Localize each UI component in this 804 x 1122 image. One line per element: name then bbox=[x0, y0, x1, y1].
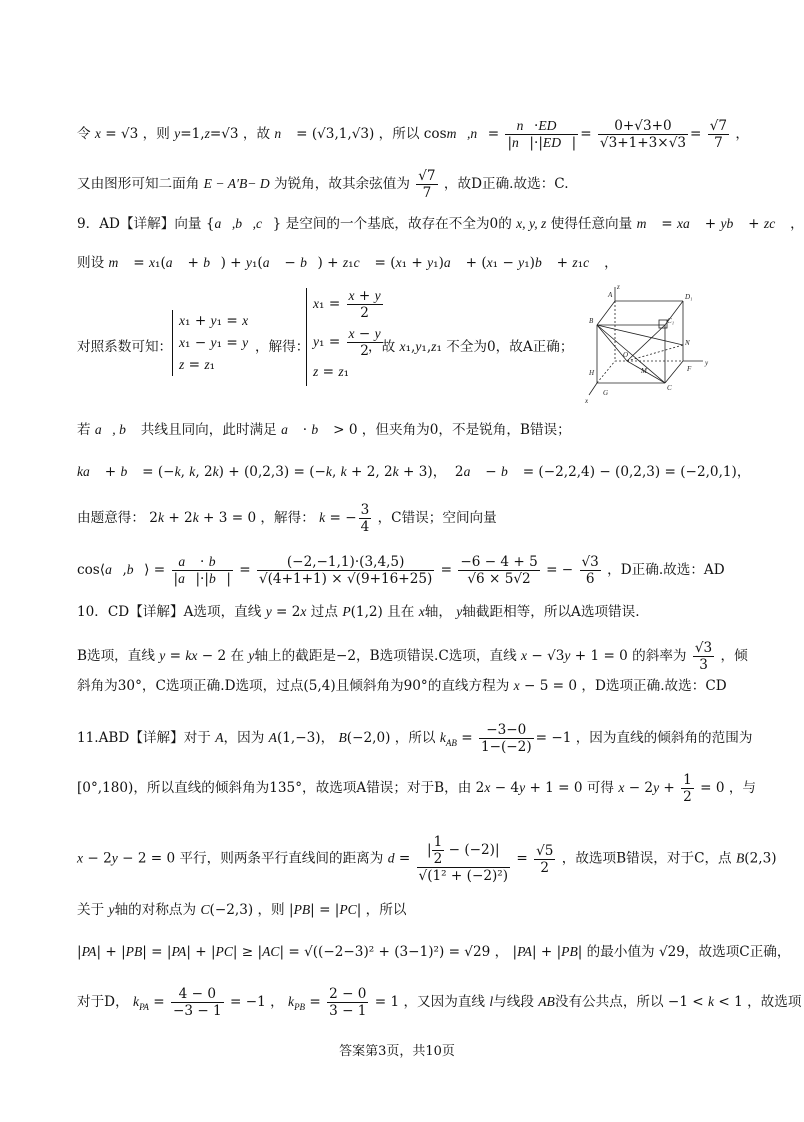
svg-text:z: z bbox=[617, 283, 620, 291]
text: ，D正确.故选：AD bbox=[607, 562, 725, 578]
q9-vector-line: ka⃗ + b⃗ = (−k, k, 2k) + (0,2,3) = (−k, k + 2, 2k + 3)， 2a⃗ − b⃗ = (−2,2,4) − (0,2,3) = (−2,0,1)， bbox=[77, 464, 751, 480]
q10-line-1: 10．CD【详解】A选项，直线 y = 2x 过点 P(1,2) 且在 x轴， y轴截距相等，所以A选项错误. bbox=[77, 604, 640, 620]
svg-text:O: O bbox=[623, 351, 629, 359]
cube-figure bbox=[583, 283, 711, 405]
text-line-1: 令 x = √3 ，则 y=1,z=√3 ，故 n⃗ = (√3,1,√3) ，所以 cosm⃗,n⃗= $\frac{n⃗\cdot ED⃗}{|n⃗|\cdot|ED⃗|}$ = $\frac{0+√3+0}{√3+1+3\times√3}$ = $\frac{√7}{7}$ ， bbox=[77, 118, 749, 151]
q9-line-b: 若 a⃗, b⃗ 共线且同向，此时满足 a⃗ · b⃗ > 0 ，但夹角为0，不是锐角，B错误； bbox=[77, 422, 571, 438]
text: ，又因为直线 bbox=[403, 994, 486, 1010]
q11-line-2: [0°,180)，所以直线的倾斜角为135°，故选项A错误；对于B，由 2x − 4y + 1 = 0 可得 x − 2y + $\frac{1}{2}$ = 0 ，与 bbox=[77, 772, 757, 805]
text: 对照系数可知： bbox=[77, 339, 173, 355]
system-equations-2: x₁ = $\frac{x + y}{2}$ y₁ = $\frac{x - y}{2}$ z = z₁ bbox=[306, 288, 385, 386]
svg-text:H: H bbox=[589, 369, 595, 377]
text: 由题意得： bbox=[77, 510, 145, 526]
text: ，C错误；空间向量 bbox=[377, 510, 497, 526]
text: 使得任意向量 bbox=[550, 216, 633, 232]
system-equations-1: x₁ + y₁ = x x₁ − y₁ = y z = z₁ bbox=[172, 310, 248, 376]
page-footer: 答案第3页，共10页 bbox=[339, 1044, 455, 1059]
text: ， bbox=[494, 944, 509, 960]
q9-conclusion: ，故 x₁,y₁,z₁ 不全为0，故A正确； bbox=[368, 339, 574, 355]
text: 的最小值为 bbox=[586, 944, 655, 960]
text: 轴截距相等，所以A选项错误. bbox=[462, 604, 640, 620]
text: 轴的对称点为 bbox=[114, 902, 197, 918]
svg-text:M: M bbox=[641, 367, 647, 375]
svg-text:x: x bbox=[585, 397, 589, 405]
text: 轴， bbox=[424, 604, 452, 620]
text: 没有公共点，所以 bbox=[554, 994, 664, 1010]
svg-text:A: A bbox=[608, 291, 613, 299]
text: ，故选项C正确， bbox=[684, 944, 791, 960]
text: ，D选项正确.故选：CD bbox=[581, 678, 727, 694]
text: ，所以 bbox=[378, 126, 420, 142]
text: 共线且同向，此时满足 bbox=[140, 422, 277, 438]
text: 轴上的截距是−2，B选项错误.C选项，直线 bbox=[254, 648, 517, 664]
text: ，则 bbox=[142, 126, 170, 142]
text: 与线段 bbox=[493, 994, 534, 1010]
text: 平行，则两条平行直线间的距离为 bbox=[179, 850, 384, 867]
text: ， bbox=[790, 216, 804, 232]
q11-line-4: 关于 y轴的对称点为 C(−2,3) ，则 |PB| = |PC| ，所以 bbox=[77, 902, 407, 918]
text: 对于D， bbox=[77, 994, 129, 1010]
svg-text:y: y bbox=[705, 359, 709, 367]
text: ，所以 bbox=[365, 902, 407, 918]
text: ，因为 bbox=[223, 730, 265, 746]
text: B选项，直线 bbox=[77, 648, 155, 664]
text: 10．CD【详解】A选项，直线 bbox=[77, 604, 262, 620]
text: 且在 bbox=[387, 604, 415, 620]
text: 11.ABD【详解】对于 bbox=[77, 730, 211, 746]
q11-line-1: 11.ABD【详解】对于 A，因为 A(1,−3)， B(−2,0) ，所以 $k_{AB}$ = $\frac{-3-0}{1-(-2)}$ = −1 ，因为直线的倾斜角的范围为 bbox=[77, 722, 753, 755]
text: ，故 bbox=[368, 339, 396, 355]
text: ，故 bbox=[242, 126, 271, 142]
text: 又由图形可知二面角 bbox=[77, 176, 200, 192]
text: ，故D正确.故选：C. bbox=[443, 176, 569, 192]
svg-text:N: N bbox=[685, 339, 690, 347]
text: 的斜率为 bbox=[632, 648, 687, 664]
svg-text:D₁: D₁ bbox=[685, 293, 693, 301]
q11-line-3: x − 2y − 2 = 0 平行，则两条平行直线间的距离为 d = | $\frac{1}{2}$ − (−2)| √(1² + (−2)²) = $\frac{√5}{2}$ ，故选项B错误，对于C，点 B(2,3) bbox=[77, 834, 777, 884]
text: ，所以 bbox=[394, 730, 436, 746]
text: ，故选项B错误，对于C，点 bbox=[561, 850, 732, 867]
text: ，解得： bbox=[255, 339, 310, 355]
q9-line-1: 9．AD【详解】向量 {a⃗,b⃗,c⃗} 是空间的一个基底，故存在不全为0的 x, y, z 使得任意向量 m⃗ = xa⃗ + yb⃗ + zc⃗ ， bbox=[77, 216, 804, 232]
q10-line-2: B选项，直线 y = kx − 2 在 y轴上的截距是−2，B选项错误.C选项，直线 x − √3y + 1 = 0 的斜率为 $\frac{√3}{3}$ ，倾 bbox=[77, 640, 748, 673]
q11-line-5: |PA| + |PB| = |PA| + |PC| ≥ |AC| = √((−2−3)² + (3−1)²) = √29 ， |PA| + |PB| 的最小值为 √29，故选项C正确， bbox=[77, 944, 791, 960]
svg-text:G: G bbox=[603, 389, 609, 397]
text: ，因为直线的倾斜角的范围为 bbox=[575, 730, 753, 746]
svg-text:C: C bbox=[667, 384, 672, 392]
text: 斜角为30°，C选项正确.D选项，过点(5,4)且倾斜角为90°的直线方程为 bbox=[77, 678, 510, 694]
text: 是空间的一个基底，故存在不全为0的 bbox=[285, 216, 512, 232]
text: 可得 bbox=[586, 780, 614, 796]
text: 在 bbox=[230, 648, 245, 664]
text: ，但夹角为0，不是锐角，B错误； bbox=[361, 422, 571, 438]
q11-line-6: 对于D， $k_{PA}$ = $\frac{4 - 0}{-3 - 1}$ = −1 ， $k_{PB}$ = $\frac{2 - 0}{3 - 1}$ = 1 ，又因为直线 l与线段 AB没有公共点，所以 −1 < k < 1 ，故选项 bbox=[77, 986, 802, 1019]
text: ， bbox=[270, 994, 284, 1010]
text: ，则 bbox=[257, 902, 285, 918]
text: ， bbox=[604, 255, 618, 271]
text: ，故选项 bbox=[747, 994, 802, 1010]
q10-line-3: 斜角为30°，C选项正确.D选项，过点(5,4)且倾斜角为90°的直线方程为 x − 5 = 0 ，D选项正确.故选：CD bbox=[77, 678, 727, 694]
text: ， bbox=[735, 126, 749, 142]
svg-text:F: F bbox=[687, 365, 692, 373]
svg-text:C₁: C₁ bbox=[667, 317, 675, 325]
text: 过点 bbox=[310, 604, 338, 620]
text: 关于 bbox=[77, 902, 105, 918]
q9-cos-line: cos⟨a⃗,b⃗⟩ = $\frac{a⃗ \cdot b⃗}{|a⃗|\cdot|b⃗|}$ = $\frac{(-2,-1,1)\cdot(3,4,5)}{√(4+1+1) \times √(9+16+25)}$ = $\frac{-6 - 4 + 5}{√6 \times 5√2}$ = − $\frac{√3}{6}$ ，D正确.故选：AD bbox=[77, 554, 725, 587]
text: 若 bbox=[77, 422, 91, 438]
q9-line-2: 则设 m⃗ = x₁(a⃗ + b⃗) + y₁(a⃗ − b⃗) + z₁c⃗ = (x₁ + y₁)a⃗ + (x₁ − y₁)b⃗ + z₁c⃗ ， bbox=[77, 255, 618, 271]
svg-text:B: B bbox=[589, 317, 594, 325]
text: 则设 bbox=[77, 255, 105, 271]
text: 为锐角，故其余弦值为 bbox=[274, 176, 410, 192]
text: ，所以直线的倾斜角为135°，故选项A错误；对于B，由 bbox=[133, 780, 472, 796]
text-line-2: 又由图形可知二面角 E − A′B− D 为锐角，故其余弦值为 $\frac{√7}{7}$ ，故D正确.故选：C. bbox=[77, 168, 569, 201]
q9-line-c: 由题意得： 2k + 2k + 3 = 0 ，解得： k = − $\frac{3}{4}$ ，C错误；空间向量 bbox=[77, 502, 497, 535]
text: 9．AD【详解】向量 bbox=[77, 216, 202, 232]
text: 令 bbox=[77, 126, 91, 142]
text: ，倾 bbox=[720, 648, 748, 664]
text: 不全为0，故A正确； bbox=[446, 339, 574, 355]
text: ，与 bbox=[728, 780, 757, 796]
text: ，解得： bbox=[260, 510, 315, 526]
